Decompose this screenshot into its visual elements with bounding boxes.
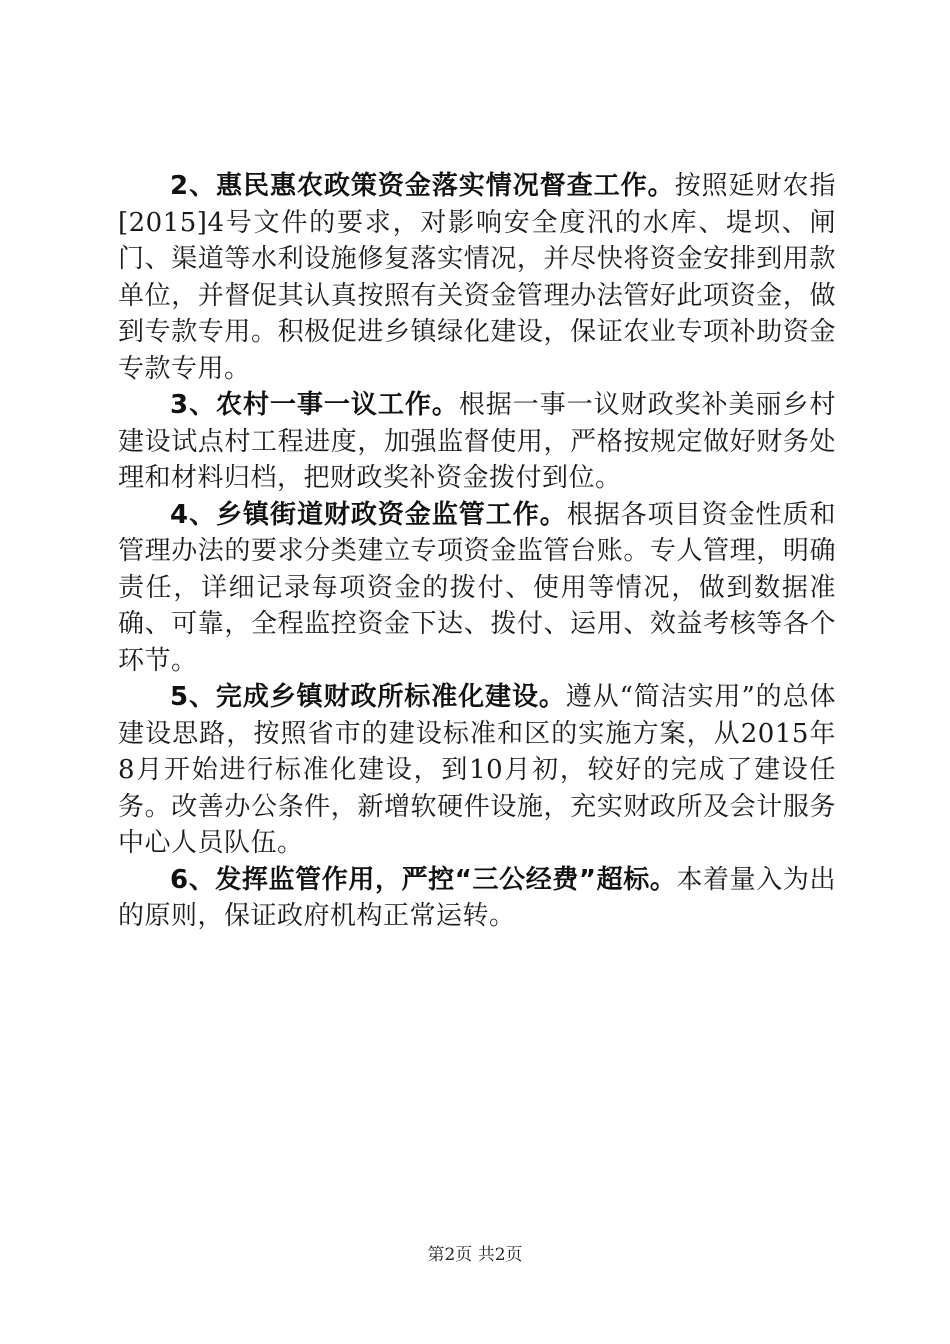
paragraph-item-6 xyxy=(118,862,836,935)
paragraph-text: 根据各项目资金性质和管理办法的要求分类建立专项资金监管台账。专人管理，明确责任，详细记录每项资金的拨付、使用等情况，做到数据准确、可靠，全程监控资金下达、拨付、运用、效益考核等各个环节。 xyxy=(118,499,836,676)
paragraph-heading: 4、乡镇街道财政资金监管工作。 xyxy=(170,499,567,530)
paragraph-item-3 xyxy=(118,387,836,497)
paragraph-heading: 3、农村一事一议工作。 xyxy=(170,390,459,420)
paragraph-heading: 2、惠民惠农政策资金落实情况督查工作。 xyxy=(170,171,675,201)
paragraph-heading: 5、完成乡镇财政所标准化建设。 xyxy=(170,682,566,712)
paragraph-heading: 6、发挥监管作用，严控“三公经费”超标。 xyxy=(170,864,677,895)
paragraph-text: 遵从“简洁实用”的总体建设思路，按照省市的建设标准和区的实施方案，从2015年8月开始进行标准化建设，到10月初，较好的完成了建设任务。改善办公条件，新增软硬件设施，充实财政所及会计服务中心人员队伍。 xyxy=(118,682,836,858)
paragraph-item-4 xyxy=(118,497,836,680)
paragraph-text: 本着量入为出的原则，保证政府机构正常运转。 xyxy=(118,864,836,931)
paragraph-text: 根据一事一议财政奖补美丽乡村建设试点村工程进度，加强监督使用，严格按规定做好财务处理和材料归档，把财政奖补资金拨付到位。 xyxy=(118,390,836,493)
paragraph-item-2 xyxy=(118,168,836,387)
page-number-footer: 第2页 共2页 xyxy=(427,1245,523,1265)
paragraph-item-5 xyxy=(118,679,836,862)
document-body xyxy=(118,168,836,935)
paragraph-text: 按照延财农指[2015]4号文件的要求，对影响安全度汛的水库、堤坝、闸门、渠道等水利设施修复落实情况，并尽快将资金安排到用款单位，并督促其认真按照有关资金管理办法管好此项资金，做到专款专用。积极促进乡镇绿化建设，保证农业专项补助资金专款专用。 xyxy=(118,171,836,384)
